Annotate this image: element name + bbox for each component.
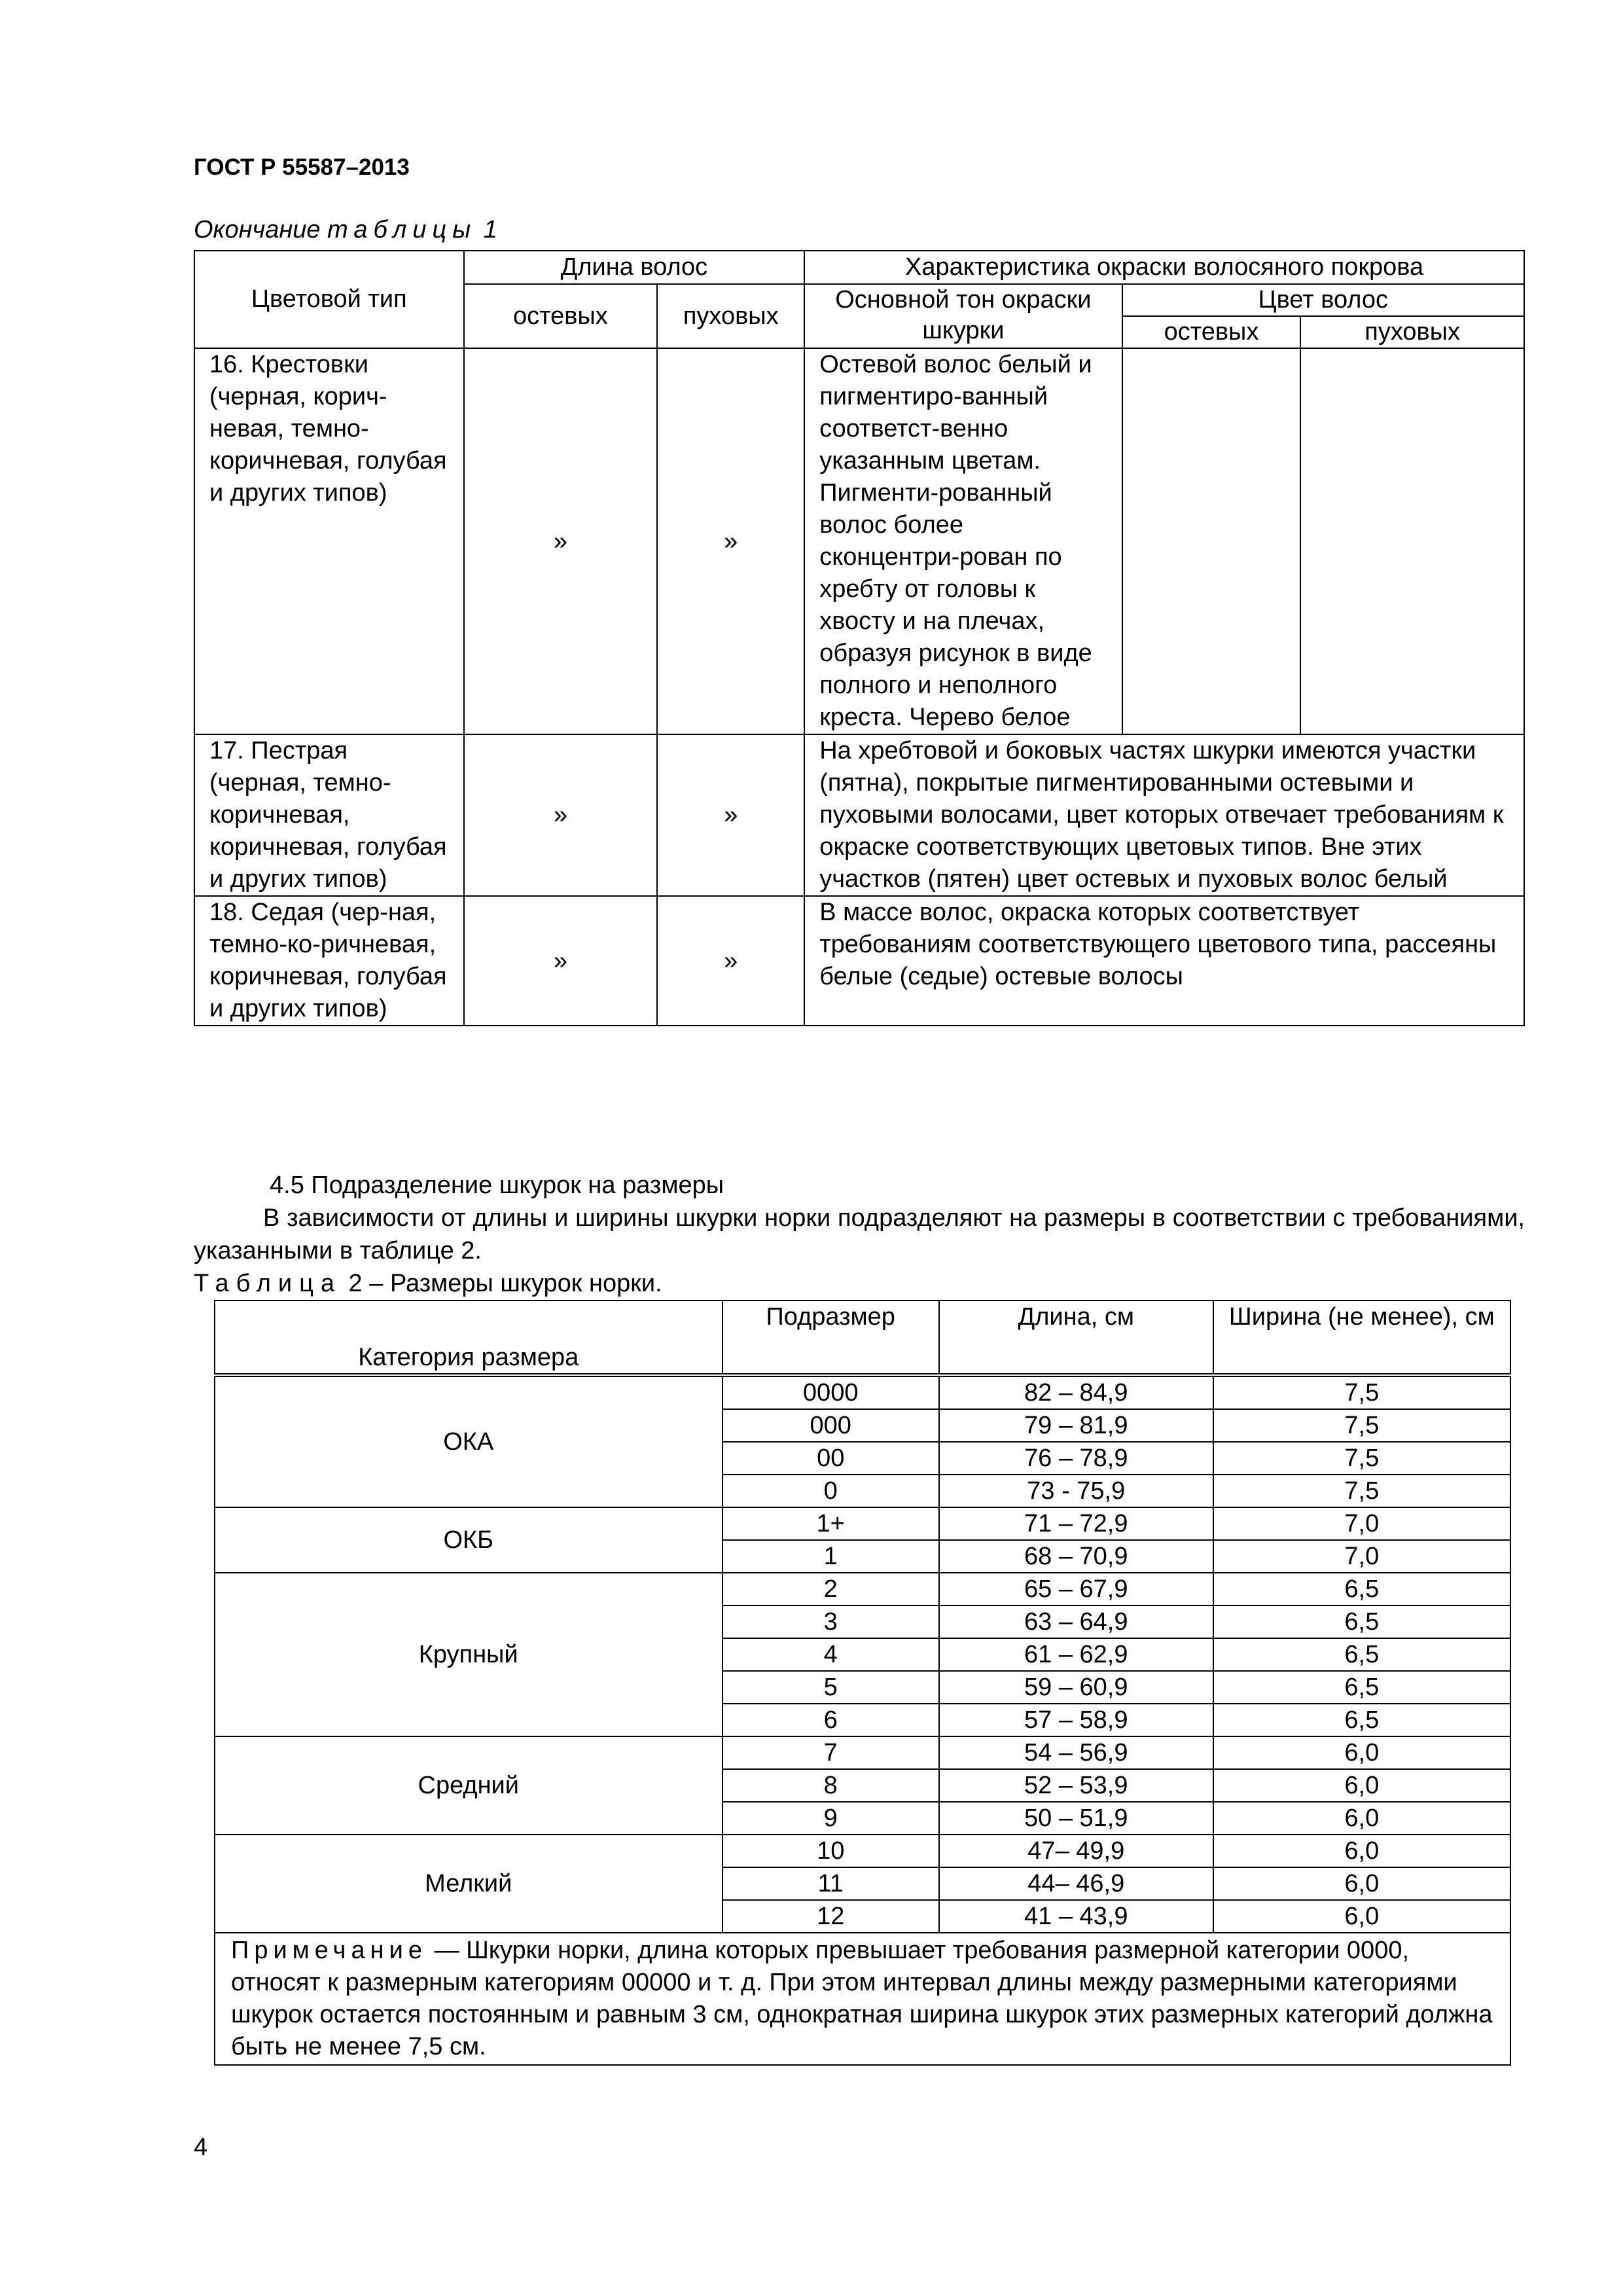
width-cell: 6,5 xyxy=(1213,1638,1510,1671)
down-length-cell: » xyxy=(657,348,804,734)
subsize-cell: 5 xyxy=(722,1671,939,1704)
width-cell: 7,5 xyxy=(1213,1409,1510,1442)
table-1-color-types xyxy=(194,250,1525,1026)
table-2-sizes xyxy=(214,1300,1511,2066)
width-cell: 6,0 xyxy=(1213,1900,1510,1933)
length-cell: 61 – 62,9 xyxy=(939,1638,1213,1671)
table-row xyxy=(194,734,1524,896)
header-length: Длина, см xyxy=(939,1300,1213,1375)
length-cell: 41 – 43,9 xyxy=(939,1900,1213,1933)
table-row xyxy=(215,1507,1510,1540)
table2-caption xyxy=(194,1267,1525,1300)
table1-caption xyxy=(194,216,497,244)
subsize-cell: 2 xyxy=(722,1573,939,1605)
width-cell: 6,0 xyxy=(1213,1736,1510,1769)
width-cell: 6,5 xyxy=(1213,1671,1510,1704)
subsize-cell: 00 xyxy=(722,1442,939,1475)
table2-note xyxy=(215,1933,1510,2065)
subsize-cell: 8 xyxy=(722,1769,939,1802)
subsize-cell: 10 xyxy=(722,1835,939,1867)
down-color-cell xyxy=(1300,348,1524,734)
length-cell: 63 – 64,9 xyxy=(939,1605,1213,1638)
table-row xyxy=(215,1736,1510,1769)
width-cell: 6,0 xyxy=(1213,1867,1510,1900)
subsize-cell: 4 xyxy=(722,1638,939,1671)
subsize-cell: 1 xyxy=(722,1540,939,1573)
length-cell: 44– 46,9 xyxy=(939,1867,1213,1900)
header-hair-length: Длина волос xyxy=(464,251,805,284)
header-category: Категория размера xyxy=(215,1300,722,1375)
length-cell: 50 – 51,9 xyxy=(939,1802,1213,1835)
length-cell: 57 – 58,9 xyxy=(939,1704,1213,1736)
length-cell: 52 – 53,9 xyxy=(939,1769,1213,1802)
width-cell: 6,5 xyxy=(1213,1704,1510,1736)
header-subsize: Подразмер xyxy=(722,1300,939,1375)
length-cell: 82 – 84,9 xyxy=(939,1375,1213,1409)
width-cell: 6,0 xyxy=(1213,1835,1510,1867)
header-hair-color: Цвет волос xyxy=(1122,284,1524,316)
subsize-cell: 1+ xyxy=(722,1507,939,1540)
down-length-cell: » xyxy=(657,896,804,1026)
width-cell: 6,5 xyxy=(1213,1605,1510,1638)
length-cell: 73 - 75,9 xyxy=(939,1475,1213,1507)
width-cell: 7,5 xyxy=(1213,1375,1510,1409)
size-category-cell: ОКА xyxy=(215,1375,722,1507)
subsize-cell: 6 xyxy=(722,1704,939,1736)
width-cell: 6,0 xyxy=(1213,1769,1510,1802)
size-category-cell: ОКБ xyxy=(215,1507,722,1573)
table2-caption-rest: 2 – Размеры шкурок норки. xyxy=(342,1270,662,1297)
section-title: 4.5 Подразделение шкурок на размеры xyxy=(270,1172,724,1199)
length-cell: 79 – 81,9 xyxy=(939,1409,1213,1442)
table2-caption-word: Таблица xyxy=(194,1270,342,1297)
width-cell: 7,5 xyxy=(1213,1442,1510,1475)
guard-length-cell: » xyxy=(464,348,658,734)
color-type-cell: 17. Пестрая (черная, темно-коричневая, коричневая, голубая и других типов) xyxy=(194,734,464,896)
width-cell: 6,5 xyxy=(1213,1573,1510,1605)
header-down-length: пуховых xyxy=(657,284,804,348)
header-down-color: пуховых xyxy=(1300,316,1524,348)
subsize-cell: 0 xyxy=(722,1475,939,1507)
table1-caption-number: 1 xyxy=(476,216,497,243)
subsize-cell: 0000 xyxy=(722,1375,939,1409)
coloring-description-cell: В массе волос, окраска которых соответствует требованиям соответствующего цветового типа, рассеяны белые (седые) остевые волосы xyxy=(804,896,1524,1026)
subsize-cell: 12 xyxy=(722,1900,939,1933)
length-cell: 71 – 72,9 xyxy=(939,1507,1213,1540)
header-guard-length: остевых xyxy=(464,284,658,348)
coloring-description-cell: На хребтовой и боковых частях шкурки имеются участки (пятна), покрытые пигментированными остевыми и пуховыми волосами, цвет которых отвечает требованиям к окраске соответствующих цветовых типов. Вне этих участков (пятен) цвет остевых и пуховых волос белый xyxy=(804,734,1524,896)
subsize-cell: 000 xyxy=(722,1409,939,1442)
table-row xyxy=(215,1573,1510,1605)
section-paragraph: В зависимости от длины и ширины шкурки норки подразделяют на размеры в соответствии с требованиями, указанными в таблице 2. xyxy=(194,1204,1525,1265)
color-type-cell: 18. Седая (чер-ная, темно-ко-ричневая, коричневая, голубая и других типов) xyxy=(194,896,464,1026)
length-cell: 54 – 56,9 xyxy=(939,1736,1213,1769)
size-category-cell: Мелкий xyxy=(215,1835,722,1933)
color-type-cell: 16. Крестовки (черная, корич-невая, темно-коричневая, голубая и других типов) xyxy=(194,348,464,734)
header-width: Ширина (не менее), см xyxy=(1213,1300,1510,1375)
size-category-cell: Крупный xyxy=(215,1573,722,1736)
length-cell: 65 – 67,9 xyxy=(939,1573,1213,1605)
guard-length-cell: » xyxy=(464,896,658,1026)
subsize-cell: 9 xyxy=(722,1802,939,1835)
length-cell: 68 – 70,9 xyxy=(939,1540,1213,1573)
note-text: — Шкурки норки, длина которых превышает требования размерной категории 0000, относят к размерным категориям 00000 и т. д. При этом интервал длины между размерными категориями шкурок остается постоянным и равным 3 см, однократная ширина шкурок этих размерных категорий должна быть не менее 7,5 см. xyxy=(231,1937,1493,2060)
subsize-cell: 11 xyxy=(722,1867,939,1900)
length-cell: 47– 49,9 xyxy=(939,1835,1213,1867)
width-cell: 7,0 xyxy=(1213,1507,1510,1540)
subsize-cell: 7 xyxy=(722,1736,939,1769)
subsize-cell: 3 xyxy=(722,1605,939,1638)
header-color-type: Цветовой тип xyxy=(194,251,464,348)
table-row xyxy=(194,896,1524,1026)
width-cell: 6,0 xyxy=(1213,1802,1510,1835)
table-row xyxy=(215,1835,1510,1867)
length-cell: 76 – 78,9 xyxy=(939,1442,1213,1475)
note-label: Примечание xyxy=(231,1937,427,1964)
document-header: ГОСТ Р 55587–2013 xyxy=(194,154,410,180)
header-coloring: Характеристика окраски волосяного покрова xyxy=(804,251,1524,284)
width-cell: 7,0 xyxy=(1213,1540,1510,1573)
base-tone-cell: Остевой волос белый и пигментиро-ванный соответст-венно указанным цветам. Пигменти-рованный волос более сконцентри-рован по хребту от головы к хвосту и на плечах, образуя рисунок в виде полного и неполного креста. Черево белое xyxy=(804,348,1122,734)
table-row xyxy=(215,1375,1510,1409)
header-base-tone: Основной тон окраски шкурки xyxy=(804,284,1122,348)
header-guard-color: остевых xyxy=(1122,316,1301,348)
length-cell: 59 – 60,9 xyxy=(939,1671,1213,1704)
table-row xyxy=(194,348,1524,734)
page-number: 4 xyxy=(194,2134,208,2161)
guard-length-cell: » xyxy=(464,734,658,896)
table1-caption-word: таблицы xyxy=(327,216,477,243)
down-length-cell: » xyxy=(657,734,804,896)
width-cell: 7,5 xyxy=(1213,1475,1510,1507)
size-category-cell: Средний xyxy=(215,1736,722,1835)
table1-caption-prefix: Окончание xyxy=(194,216,328,243)
guard-color-cell xyxy=(1122,348,1301,734)
